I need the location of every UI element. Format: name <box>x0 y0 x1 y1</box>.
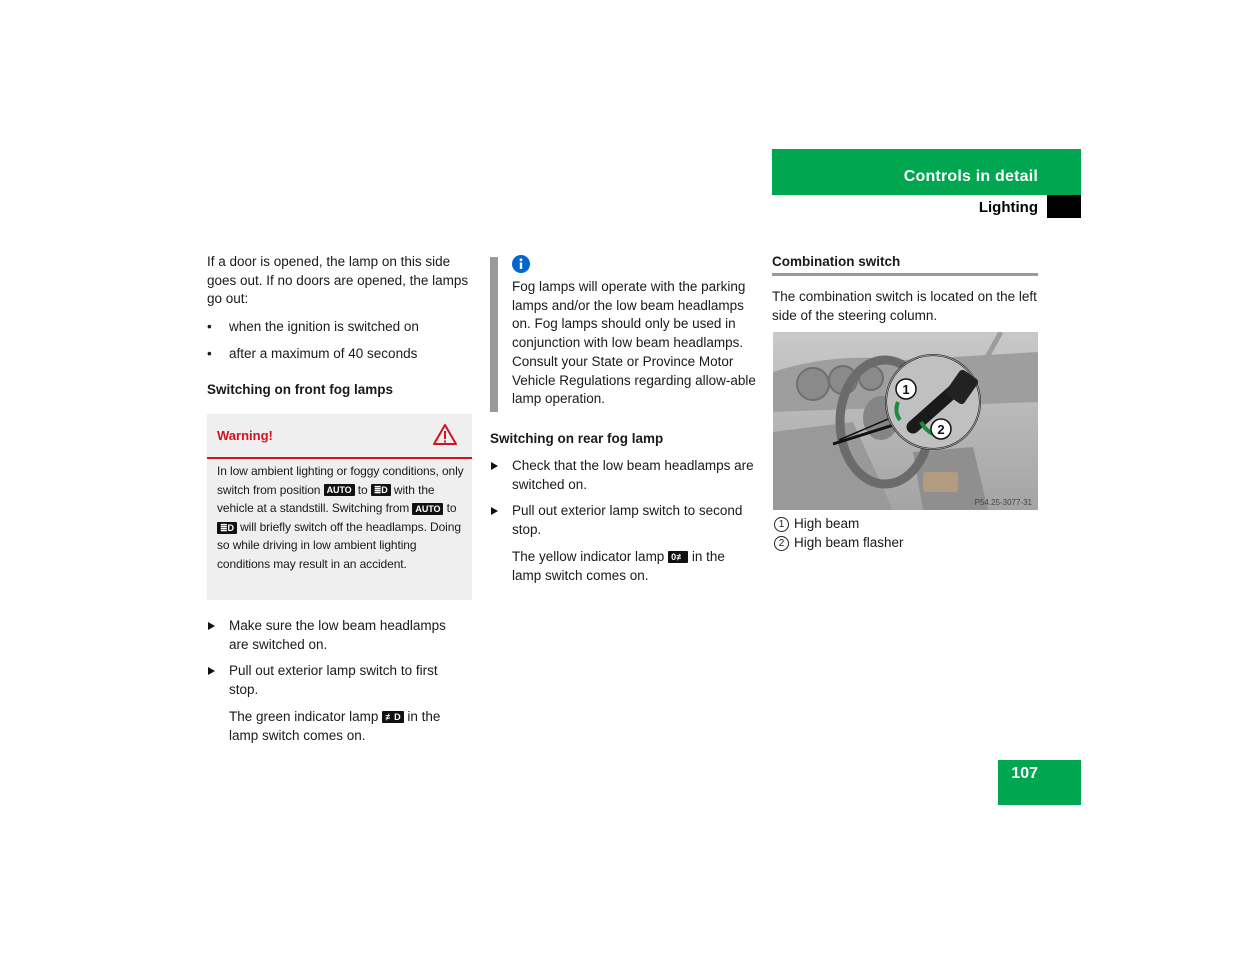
page-number: 107 <box>1011 765 1038 782</box>
column-1 <box>207 253 469 372</box>
warning-text: In low ambient lighting or foggy conditions, only switch from position AUTO to ≣D with the vehicle at a standstill. Switching from AUTO to ≣D will briefly switch off the headlamps. Doing so while driving in low ambient lighting conditions may result in an accident. <box>217 464 464 571</box>
warning-header <box>207 414 472 459</box>
steering-column-photo <box>773 332 1038 510</box>
heading-combination-switch: Combination switch <box>772 254 901 269</box>
low-beam-indicator-icon: ≣D <box>371 484 391 496</box>
step-item: Pull out exterior lamp switch to second stop. <box>490 502 756 539</box>
photo-legend <box>774 515 1038 552</box>
step-result: The green indicator lamp ≢D in the lamp switch comes on. <box>229 708 441 743</box>
auto-indicator-icon: AUTO <box>412 503 443 515</box>
info-text: Fog lamps will operate with the parking lamps and/or the low beam headlamps on. Fog lamps should only be used in conjunction with low beam headlamps. Consult your State or Province Motor Vehicle Regulations regarding allow-able lamp operation. <box>512 279 756 407</box>
warning-label: Warning! <box>217 428 273 443</box>
step-item: Check that the low beam headlamps are switched on. <box>490 457 756 494</box>
front-fog-indicator-icon: ≢D <box>382 711 404 723</box>
list-item: • when the ignition is switched on <box>207 319 419 335</box>
info-bar <box>490 257 498 412</box>
legend-number: 1 <box>774 517 789 532</box>
section-title: Controls in detail <box>903 168 1038 185</box>
warning-box <box>207 414 472 600</box>
rear-fog-indicator-icon: 0≢ <box>668 551 688 563</box>
intro-paragraph: If a door is opened, the lamp on this side goes out. If no doors are opened, the lamps go out: <box>207 254 469 307</box>
legend-item: 1 High beam <box>774 515 1038 534</box>
combination-intro: The combination switch is located on the left side of the steering column. <box>772 289 1037 323</box>
auto-indicator-icon: AUTO <box>324 484 355 496</box>
arrow-bullet-icon <box>491 462 498 470</box>
legend-number: 2 <box>774 536 789 551</box>
legend-item: 2 High beam flasher <box>774 534 1038 553</box>
warning-triangle-icon <box>432 423 458 451</box>
heading-rear-fog: Switching on rear fog lamp <box>490 431 664 446</box>
arrow-bullet-icon <box>208 622 215 630</box>
heading-front-fog: Switching on front fog lamps <box>207 382 393 397</box>
arrow-bullet-icon <box>208 667 215 675</box>
front-fog-steps <box>207 617 469 745</box>
photo-code: P54.25-3077-31 <box>974 498 1032 507</box>
heading-rule <box>772 273 1038 276</box>
callout-1: 1 <box>902 382 910 397</box>
step-item: Make sure the low beam headlamps are switched on. <box>207 617 469 654</box>
step-item: Pull out exterior lamp switch to first stop. <box>207 662 469 699</box>
callout-2: 2 <box>937 422 945 437</box>
arrow-bullet-icon <box>491 507 498 515</box>
subsection-title: Lighting <box>978 199 1038 216</box>
subsection-marker <box>1047 195 1081 218</box>
rear-fog-steps <box>490 457 756 585</box>
low-beam-indicator-icon: ≣D <box>217 522 237 534</box>
step-result: The yellow indicator lamp 0≢ in the lamp switch comes on. <box>512 548 725 583</box>
list-item: • after a maximum of 40 seconds <box>207 345 418 361</box>
bullet-list <box>207 318 469 363</box>
info-icon <box>512 255 530 278</box>
